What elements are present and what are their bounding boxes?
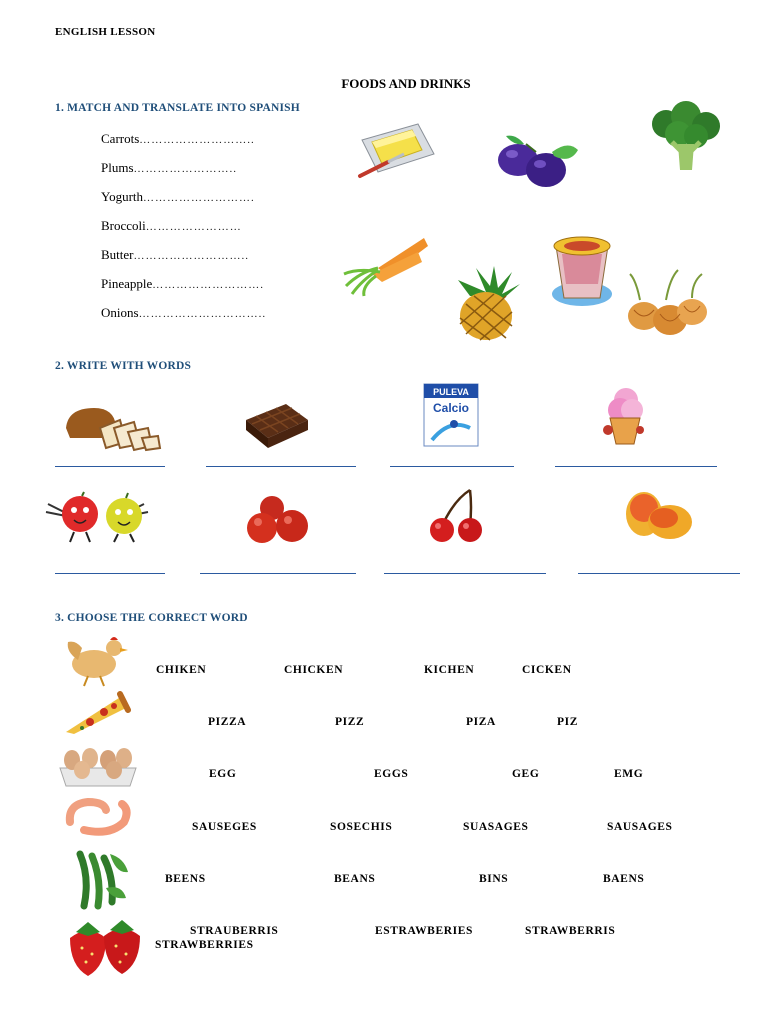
butter-picture [358,118,436,182]
milk-brand-text: PULEVA [433,387,469,397]
apples-picture [44,490,164,544]
vocab-item [101,304,266,333]
answer-blank[interactable] [578,573,740,574]
beans-picture [70,848,132,910]
option-chiken[interactable]: CHIKEN [156,664,207,676]
option-sausages[interactable]: SAUSAGES [607,821,673,833]
option-bins[interactable]: BINS [479,873,509,885]
carrots-picture [342,232,430,298]
mangoes-picture [622,488,694,542]
chocolate-picture [240,400,312,450]
sausages-picture [64,796,134,842]
option-geg[interactable]: GEG [512,768,540,780]
vocab-word: Butter [101,247,134,262]
option-kichen[interactable]: KICHEN [424,664,475,676]
lesson-header: ENGLISH LESSON [55,26,156,38]
option-pizz[interactable]: PIZZ [335,716,365,728]
option-strawberris[interactable]: STRAWBERRIS [525,925,616,937]
answer-dots[interactable]: ………………………….. [138,308,267,320]
answer-dots[interactable]: …………………….. [133,163,238,175]
option-strauberris[interactable]: STRAUBERRIS [190,925,279,937]
bread-picture [64,404,164,450]
vocab-item [101,159,266,188]
pizza-picture [64,690,128,736]
strawberries-picture [66,918,146,980]
answer-blank[interactable] [200,573,356,574]
vocab-word: Plums [101,160,134,175]
option-cicken[interactable]: CICKEN [522,664,572,676]
vocab-item [101,188,266,217]
vocab-word: Pineapple [101,276,153,291]
answer-blank[interactable] [55,466,165,467]
answer-blank[interactable] [206,466,356,467]
section-1-title: 1. MATCH AND TRANSLATE INTO SPANISH [55,102,300,114]
vocabulary-list [101,130,266,333]
answer-dots[interactable]: ………………………. [152,279,265,291]
vocab-word: Carrots [101,131,140,146]
option-pizza[interactable]: PIZZA [208,716,247,728]
option-strawberries[interactable]: STRAWBERRIES [155,939,254,951]
option-beens[interactable]: BEENS [165,873,206,885]
vocab-item [101,217,266,246]
onions-picture [626,270,710,338]
eggs-picture [58,740,138,790]
yogurt-picture [548,232,616,312]
option-egg[interactable]: EGG [209,768,237,780]
option-baens[interactable]: BAENS [603,873,645,885]
section-2-title: 2. WRITE WITH WORDS [55,360,192,372]
option-chicken[interactable]: CHICKEN [284,664,344,676]
chicken-picture [64,634,128,688]
answer-blank[interactable] [555,466,717,467]
answer-blank[interactable] [384,573,546,574]
broccoli-picture [648,100,724,174]
option-beans[interactable]: BEANS [334,873,376,885]
ice-cream-picture [600,384,646,448]
plums-picture [496,130,584,192]
option-suasages[interactable]: SUASAGES [463,821,529,833]
option-sosechis[interactable]: SOSECHIS [330,821,393,833]
milk-label-text: Calcio [432,401,470,415]
cherries-picture [428,486,488,546]
vocab-item [101,275,266,304]
vocab-item [101,130,266,159]
tomatoes-picture [244,494,314,546]
milk-carton-picture [420,382,482,448]
answer-blank[interactable] [55,573,165,574]
answer-blank[interactable] [390,466,514,467]
option-piza[interactable]: PIZA [466,716,496,728]
option-emg[interactable]: EMG [614,768,644,780]
answer-dots[interactable]: …………………… [145,221,242,233]
vocab-word: Onions [101,305,139,320]
pineapple-picture [456,266,524,342]
option-sauseges[interactable]: SAUSEGES [192,821,257,833]
option-eggs[interactable]: EGGS [374,768,409,780]
option-piz[interactable]: PIZ [557,716,578,728]
answer-dots[interactable]: ……………………….. [139,134,255,146]
answer-dots[interactable]: ……………………….. [133,250,249,262]
answer-dots[interactable]: ………………………. [143,192,255,204]
worksheet-title: FOODS AND DRINKS [341,76,471,91]
vocab-item [101,246,266,275]
option-estrawberies[interactable]: ESTRAWBERIES [375,925,473,937]
section-3-title: 3. CHOOSE THE CORRECT WORD [55,612,248,624]
vocab-word: Yogurth [101,189,144,204]
vocab-word: Broccoli [101,218,146,233]
